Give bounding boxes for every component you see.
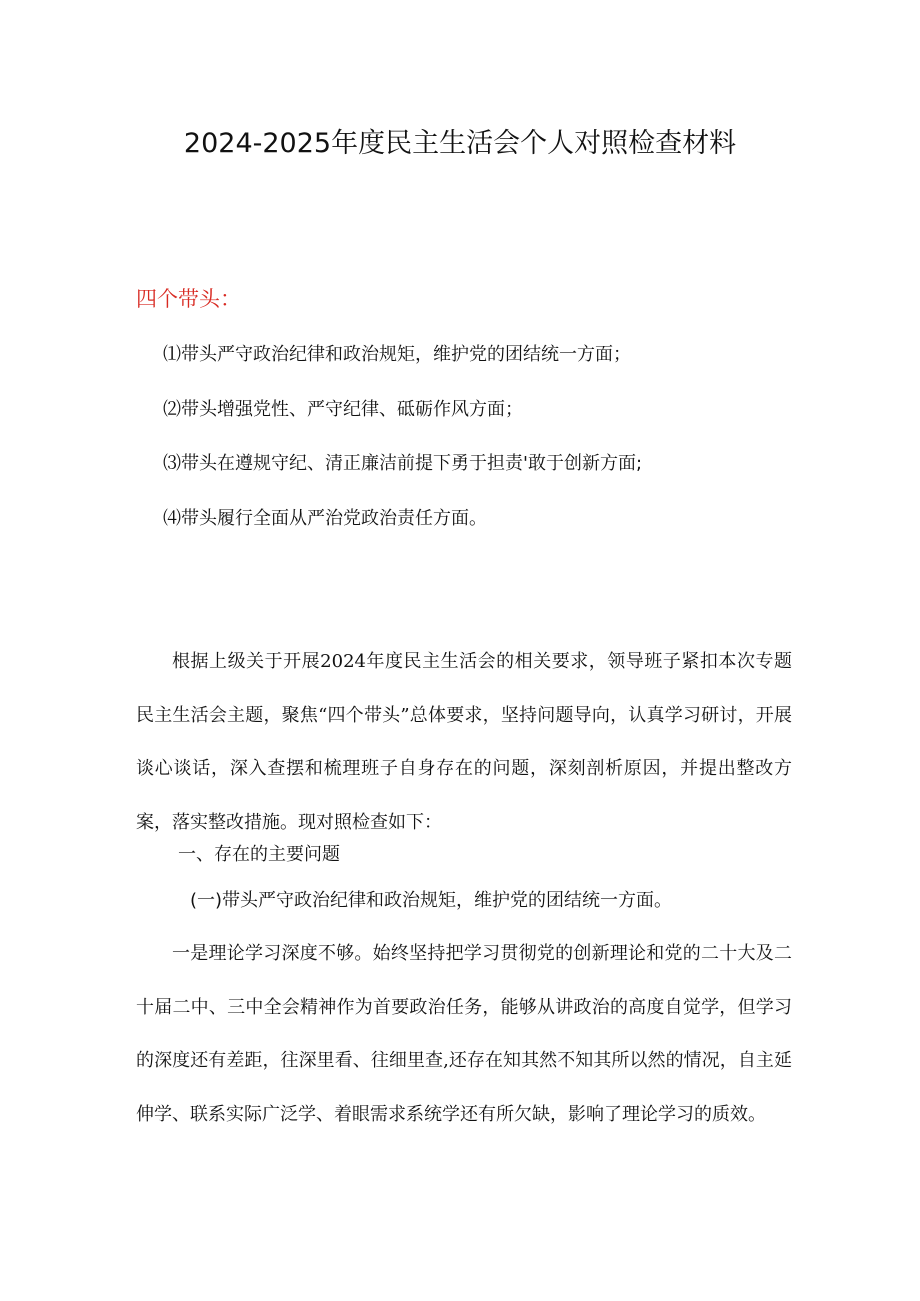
document-title: 2024-2025年度民主生活会个人对照检查材料 — [183, 128, 737, 159]
section-one-heading: 一、存在的主要问题 — [178, 844, 340, 865]
four-leads-item-4: ⑷带头履行全面从严治党政治责任方面。 — [163, 508, 487, 529]
section-one-subheading: (一)带头严守政治纪律和政治规矩，维护党的团结统一方面。 — [190, 890, 673, 911]
four-leads-item-2: ⑵带头增强党性、严守纪律、砥砺作风方面； — [163, 399, 523, 420]
four-leads-item-1: ⑴带头严守政治纪律和政治规矩，维护党的团结统一方面； — [163, 344, 631, 365]
intro-paragraph: 根据上级关于开展2024年度民主生活会的相关要求，领导班子紧扣本次专题民主生活会主题，聚焦“四个带头”总体要求，坚持问题导向，认真学习研讨，开展谈心谈话，深入查摆和梳理班子自身存在的问题，深刻剖析原因，并提出整改方案，落实整改措施。现对照检查如下： — [136, 651, 792, 833]
four-leads-item-3: ⑶带头在遵规守纪、清正廉洁前提下勇于担责'敢于创新方面; — [163, 453, 643, 474]
four-leads-heading: 四个带头： — [136, 287, 241, 311]
issue-one-paragraph: 一是理论学习深度不够。始终坚持把学习贯彻党的创新理论和党的二十大及二十届二中、三中全会精神作为首要政治任务，能够从讲政治的高度自觉学，但学习的深度还有差距，往深里看、往细里查,还存在知其然不知其所以然的情况，自主延伸学、联系实际广泛学、着眼需求系统学还有所欠缺，影响了理论学习的质效。 — [136, 943, 792, 1125]
